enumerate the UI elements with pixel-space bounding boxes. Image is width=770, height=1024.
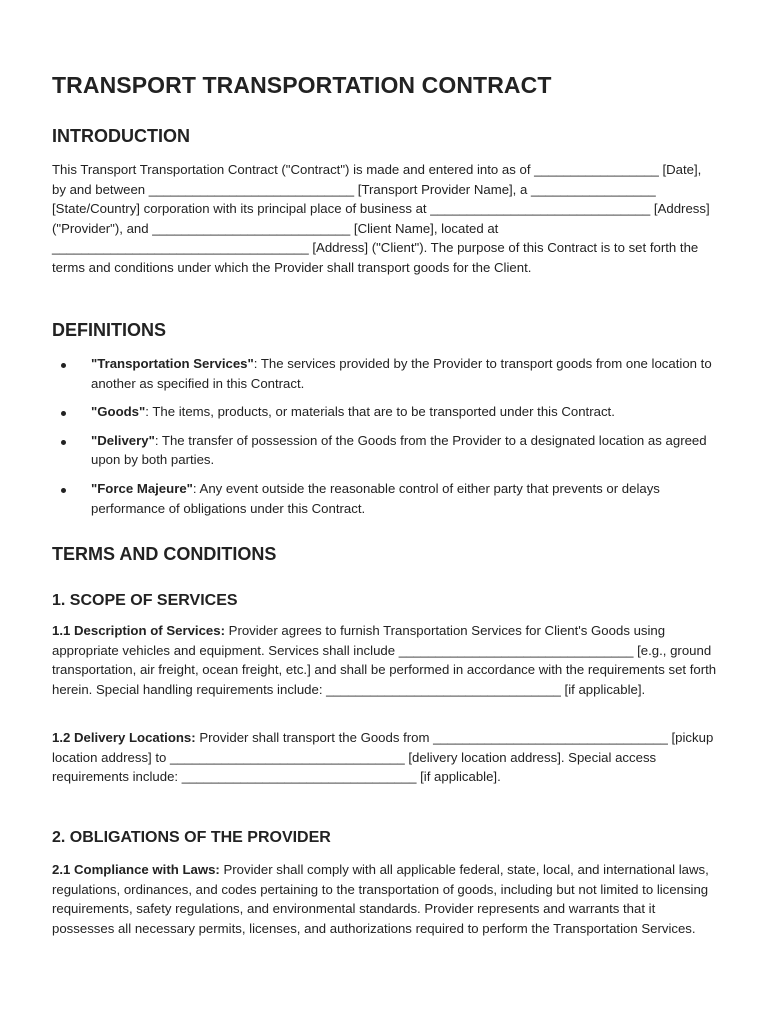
section-1-1-paragraph (52, 621, 718, 699)
definition-term: "Force Majeure" (91, 480, 193, 496)
definition-term: "Delivery" (91, 432, 155, 448)
bullet-icon (61, 363, 66, 368)
clause-label: 1.2 Delivery Locations: (52, 730, 196, 745)
terms-heading: TERMS AND CONDITIONS (52, 544, 277, 564)
definition-term: "Transportation Services" (91, 356, 254, 371)
definition-item (52, 479, 718, 518)
introduction-paragraph: This Transport Transportation Contract ("Contract") is made and entered into as of _________________ [Date], by and between ____________________________ [Transport Provider Name], a _________________ [State/Country] corporation with its principal place of business at ______________________________ [Address] ("Provider"), and ___________________________ [Client Name], located at ___________________________________ [Address] ("Client"). The purpose of this Contract is to set forth the terms and conditions under which the Provider shall transport goods for the Client. (52, 162, 710, 275)
clause-label: 2.1 Compliance with Laws: (52, 862, 220, 877)
definition-term: "Goods" (91, 404, 146, 420)
definition-item (52, 402, 718, 422)
bullet-icon (61, 440, 66, 445)
definition-text: : The items, products, or materials that are to be transported under this Contract. (145, 404, 615, 420)
definition-text: : The transfer of possession of the Goods from the Provider to a designated location as agreed upon by both parties. (91, 432, 707, 468)
definitions-heading: DEFINITIONS (52, 320, 167, 340)
section-1-heading: 1. SCOPE OF SERVICES (52, 592, 238, 609)
clause-text: Provider shall transport the Goods from ________________________________ [pickup location address] to ________________________________ [delivery location address]. Special access requirements include: ________________________________ [if applicable]. (52, 730, 714, 785)
section-1-2-paragraph (52, 728, 718, 787)
definition-item (52, 354, 718, 393)
definition-text: : Any event outside the reasonable control of either party that prevents or delays performance of obligations under this Contract. (91, 480, 660, 516)
definition-text: : The services provided by the Provider to transport goods from one location to another as specified in this Contract. (91, 356, 712, 391)
clause-text: Provider shall comply with all applicable federal, state, local, and international laws, regulations, ordinances, and codes pertaining to the transportation of goods, including but not limited to licensing requirements, safety regulations, and environmental standards. Provider represents and warrants that it possesses all necessary permits, licenses, and authorizations required to perform the Transportation Services. (52, 862, 709, 936)
section-2-1-paragraph (52, 860, 718, 938)
section-2-heading: 2. OBLIGATIONS OF THE PROVIDER (52, 829, 331, 846)
definition-item (52, 431, 718, 470)
bullet-icon (61, 411, 66, 416)
introduction-heading: INTRODUCTION (52, 126, 190, 146)
clause-text: Provider agrees to furnish Transportation Services for Client's Goods using appropriate vehicles and equipment. Services shall include ________________________________ [e.g., ground transportation, air freight, ocean freight, etc.] and shall be performed in accordance with the requirements set forth herein. Special handling requirements include: ________________________________ [if applicable]. (52, 623, 717, 697)
definitions-list (52, 354, 718, 518)
document-title: TRANSPORT TRANSPORTATION CONTRACT (52, 72, 552, 98)
clause-label: 1.1 Description of Services: (52, 623, 225, 638)
bullet-icon (61, 488, 66, 493)
